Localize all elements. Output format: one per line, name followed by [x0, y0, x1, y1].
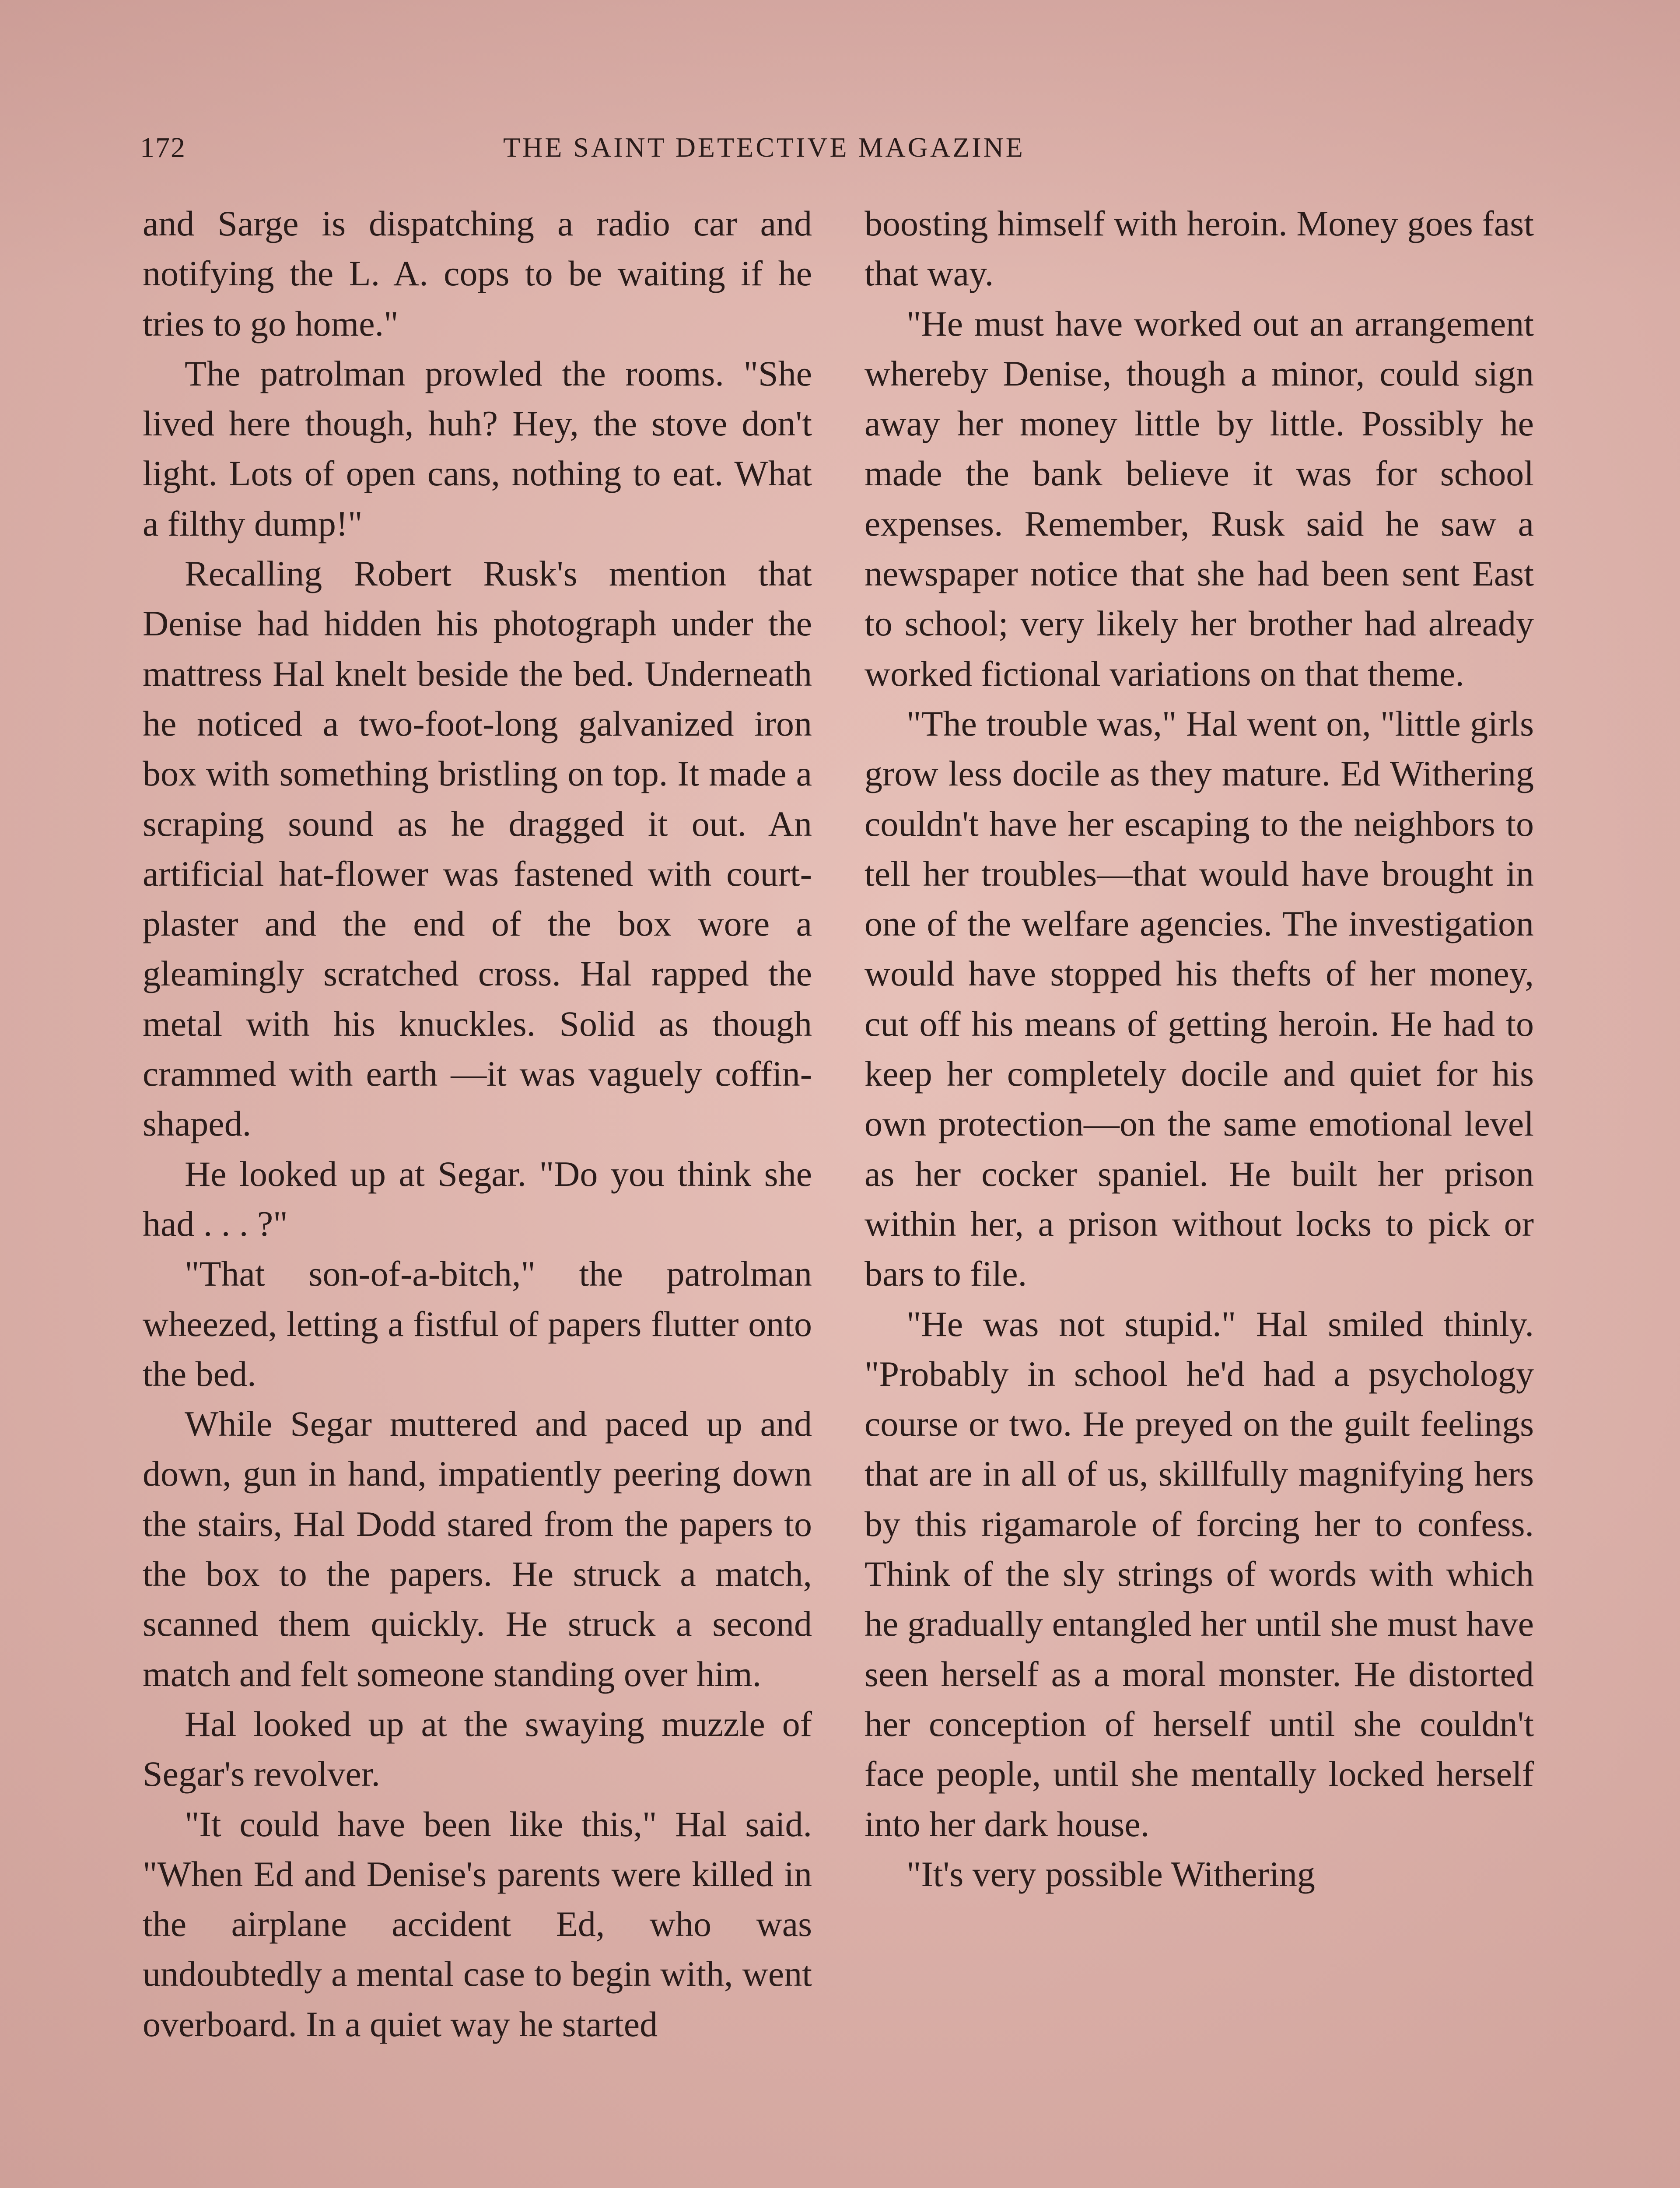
page-header [140, 131, 1540, 179]
paragraph: "That son-of-a-bitch," the patrolman wheezed, letting a fistful of papers flutter onto the bed. [143, 1254, 812, 1394]
running-title: THE SAINT DETECTIVE MAGAZINE [503, 132, 1025, 163]
page-number: 172 [140, 132, 186, 164]
paragraph: He looked up at Segar. "Do you think she had . . . ?" [143, 1154, 812, 1244]
paragraph: The patrolman prowled the rooms. "She lived here though, huh? Hey, the stove don't light. Lots of open cans, nothing to eat. What a filthy dump!" [143, 353, 812, 543]
paragraph: While Segar muttered and paced up and down, gun in hand, impatiently peering down the stairs, Hal Dodd stared from the papers to the box to the papers. He struck a match, scanned them quickly. He struck a second match and felt someone standing over him. [143, 1404, 812, 1694]
paragraph: "He must have worked out an arrangement whereby Denise, though a minor, could sign away her money little by little. Possibly he made the bank believe it was for school expenses. Remember, Rusk said he saw a newspaper notice that she had been sent East to school; very likely her brother had already worked fictional variations on that theme. [864, 303, 1534, 694]
paragraph: "It could have been like this," Hal said. "When Ed and Denise's parents were killed in the airplane accident Ed, who was undoubtedly a mental case to begin with, went overboard. In a quiet way he started [143, 1804, 812, 2044]
paragraph: Hal looked up at the swaying muzzle of Segar's revolver. [143, 1704, 812, 1794]
paragraph: "The trouble was," Hal went on, "little girls grow less docile as they mature. Ed Withering couldn't have her escaping to the neighbors to tell her troubles—that would have brought in one of the welfare agencies. The investigation would have stopped his thefts of her money, cut off his means of getting heroin. He had to keep her completely docile and quiet for his own protection—on the same emotional level as her cocker spaniel. He built her prison within her, a prison without locks to pick or bars to file. [864, 703, 1534, 1294]
paragraph: Recalling Robert Rusk's mention that Denise had hidden his photograph under the mattress Hal knelt beside the bed. Underneath he noticed a two-foot-long galvanized iron box with something bristling on top. It made a scraping sound as he dragged it out. An artificial hat-flower was fastened with court-plaster and the end of the box wore a gleamingly scratched cross. Hal rapped the metal with his knuckles. Solid as though crammed with earth —it was vaguely coffin-shaped. [143, 554, 812, 1144]
text-column-left [143, 199, 812, 2049]
paragraph: boosting himself with heroin. Money goes fast that way. [864, 203, 1534, 294]
paragraph: and Sarge is dispatching a radio car and notifying the L. A. cops to be waiting if he tries to go home." [143, 203, 812, 344]
paragraph: "It's very possible Withering [906, 1854, 1315, 1894]
text-column-right [864, 199, 1534, 1899]
paragraph: "He was not stupid." Hal smiled thinly. "Probably in school he'd had a psychology course or two. He preyed on the guilt feelings that are in all of us, skillfully magnifying hers by this rigamarole of forcing her to confess. Think of the sly strings of words with which he gradually entangled her until she must have seen herself as a moral monster. He distorted her conception of herself until she couldn't face people, until she mentally locked herself into her dark house. [864, 1304, 1534, 1844]
